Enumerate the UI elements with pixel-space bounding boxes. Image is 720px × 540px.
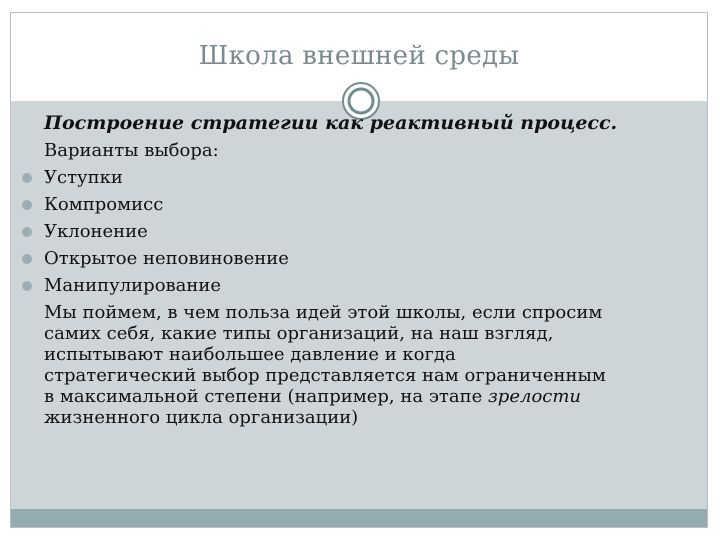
- round-bullet-icon: [22, 173, 32, 183]
- slide-content: [22, 110, 682, 428]
- list-item: [22, 218, 682, 245]
- list-item-label: Уступки: [44, 167, 123, 188]
- emphasis-text: зрелости: [487, 386, 582, 407]
- footer-band: [11, 509, 707, 527]
- paragraph-line: самих себя, какие типы организаций, на наш взгляд,: [44, 323, 554, 344]
- paragraph-line: стратегический выбор представляется нам ограниченным: [44, 365, 606, 386]
- round-bullet-icon: [22, 200, 32, 210]
- list-item: [22, 164, 682, 191]
- list-item-label: Открытое неповиновение: [44, 248, 289, 269]
- list-item: [22, 191, 682, 218]
- content-paragraph: [22, 302, 682, 428]
- paragraph-text: в максимальной степени (например, на этапе: [44, 386, 488, 407]
- list-item-label: Манипулирование: [44, 275, 222, 296]
- slide-title: Школа внешней среды: [198, 41, 520, 71]
- round-bullet-icon: [22, 281, 32, 291]
- content-intro: Варианты выбора:: [44, 140, 219, 161]
- paragraph-line: жизненного цикла организации): [44, 407, 359, 428]
- paragraph-line: испытывают наибольшее давление и когда: [44, 344, 456, 365]
- list-item-label: Компромисс: [44, 194, 164, 215]
- list-item: [22, 245, 682, 272]
- paragraph-line: Мы поймем, в чем польза идей этой школы, если спросим: [44, 302, 603, 323]
- round-bullet-icon: [22, 254, 32, 264]
- round-bullet-icon: [22, 227, 32, 237]
- list-item-label: Уклонение: [44, 221, 148, 242]
- list-item: [22, 272, 682, 299]
- content-heading: Построение стратегии как реактивный процесс.: [44, 112, 618, 134]
- paragraph-line: [44, 386, 682, 407]
